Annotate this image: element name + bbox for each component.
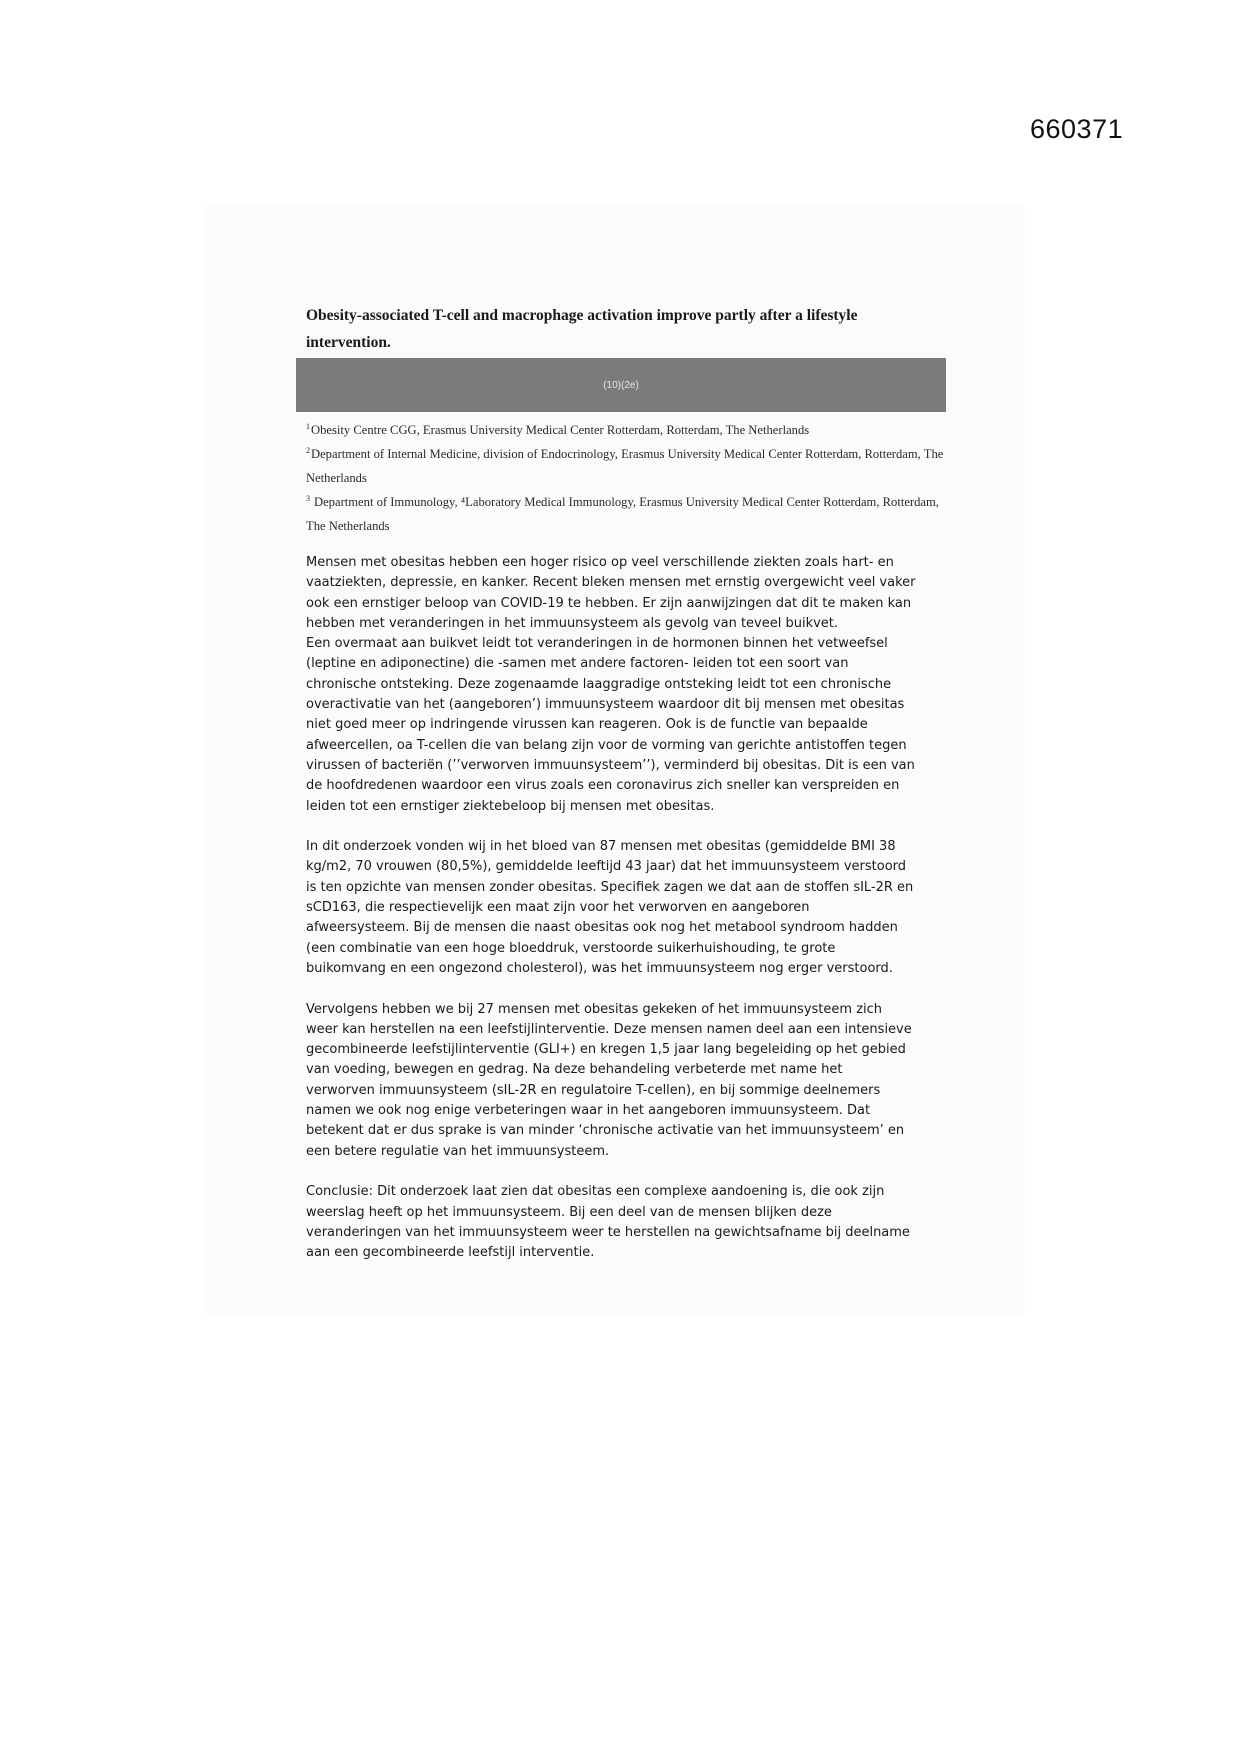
redaction-code: (10)(2e) bbox=[603, 379, 639, 391]
paragraph-introduction: Mensen met obesitas hebben een hoger risico op veel verschillende ziekten zoals hart- en vaatziekten, depressie, en kanker. Recent bleken mensen met ernstig overgewicht veel vaker ook een ernstiger beloop van COVID-19 te hebben. Er zijn aanwijzingen dat dit te maken kan hebben met veranderingen in het immuunsysteem als gevolg van teveel buikvet. Een overmaat aan buikvet leidt tot veranderingen in de hormonen binnen het vetweefsel (leptine en adiponectine) die -samen met andere factoren- leiden tot een soort van chronische ontsteking. Deze zogenaamde laaggradige ontsteking leidt tot een chronische overactivatie van het (aangeboren’) immuunsysteem waardoor dit bij mensen met obesitas niet goed meer op indringende virussen kan reageren. Ook is de functie van bepaalde afweercellen, oa T-cellen die van belang zijn voor de vorming van gerichte antistoffen tegen virussen of bacteriën (’’verworven immuunsysteem’’), verminderd bij obesitas. Dit is een van de hoofdredenen waardoor een virus zoals een coronavirus zich sneller kan verspreiden en leiden tot een ernstiger ziektebeloop bij mensen met obesitas. bbox=[306, 555, 916, 814]
paragraph-conclusion: Conclusie: Dit onderzoek laat zien dat obesitas een complexe aandoening is, die ook zijn weerslag heeft op het immuunsysteem. Bij een deel van de mensen blijken deze veranderingen van het immuunsysteem weer te herstellen na gewichtsafname bij deelname aan een gecombineerde leefstijl interventie. bbox=[306, 1184, 910, 1261]
paragraph-study-results: In dit onderzoek vonden wij in het bloed van 87 mensen met obesitas (gemiddelde BMI 38 kg/m2, 70 vrouwen (80,5%), gemiddelde leeftijd 43 jaar) dat het immuunsysteem verstoord is ten opzichte van mensen zonder obesitas. Specifiek zagen we dat aan de stoffen sIL-2R en sCD163, die respectievelijk een maat zijn voor het verworven en aangeboren afweersysteem. Bij de mensen die naast obesitas ook nog het metabool syndroom hadden (een combinatie van een hoge bloeddruk, verstoorde suikerhuishouding, te grote buikomvang en een ongezond cholesterol), was het immuunsysteem nog erger verstoord. bbox=[306, 839, 914, 976]
redaction-bar bbox=[296, 358, 946, 412]
document-number: 660371 bbox=[1030, 114, 1124, 144]
affiliation-text: Department of Immunology, ⁴Laboratory Medical Immunology, Erasmus University Medical Center Rotterdam, Rotterdam, The Netherlands bbox=[306, 495, 939, 533]
body-text bbox=[306, 553, 944, 1284]
affiliation-1 bbox=[306, 418, 946, 442]
affiliation-marker: 2 bbox=[306, 445, 310, 455]
paragraph-lifestyle-intervention: Vervolgens hebben we bij 27 mensen met obesitas gekeken of het immuunsysteem zich weer kan herstellen na een leefstijlinterventie. Deze mensen namen deel aan een intensieve gecombineerde leefstijlinterventie (GLI+) en kregen 1,5 jaar lang begeleiding op het gebied van voeding, bewegen en gedrag. Na deze behandeling verbeterde met name het verworven immuunsysteem (sIL-2R en regulatoire T-cellen), en bij sommige deelnemers namen we ook nog enige verbeteringen waar in het aangeboren immuunsysteem. Dat betekent dat er dus sprake is van minder ‘chronische activatie van het immuunsysteem’ en een betere regulatie van het immuunsysteem. bbox=[306, 1001, 912, 1159]
affiliation-marker: 3 bbox=[306, 493, 310, 503]
affiliation-3 bbox=[306, 490, 946, 538]
affiliation-text: Department of Internal Medicine, division of Endocrinology, Erasmus University Medical Center Rotterdam, Rotterdam, The Netherlands bbox=[306, 447, 944, 485]
article-title: Obesity-associated T-cell and macrophage activation improve partly after a lifestyle intervention. bbox=[306, 307, 858, 351]
affiliation-marker: 1 bbox=[306, 421, 310, 431]
affiliations bbox=[306, 418, 946, 538]
affiliation-2 bbox=[306, 442, 946, 490]
affiliation-text: Obesity Centre CGG, Erasmus University Medical Center Rotterdam, Rotterdam, The Netherlands bbox=[311, 423, 810, 437]
